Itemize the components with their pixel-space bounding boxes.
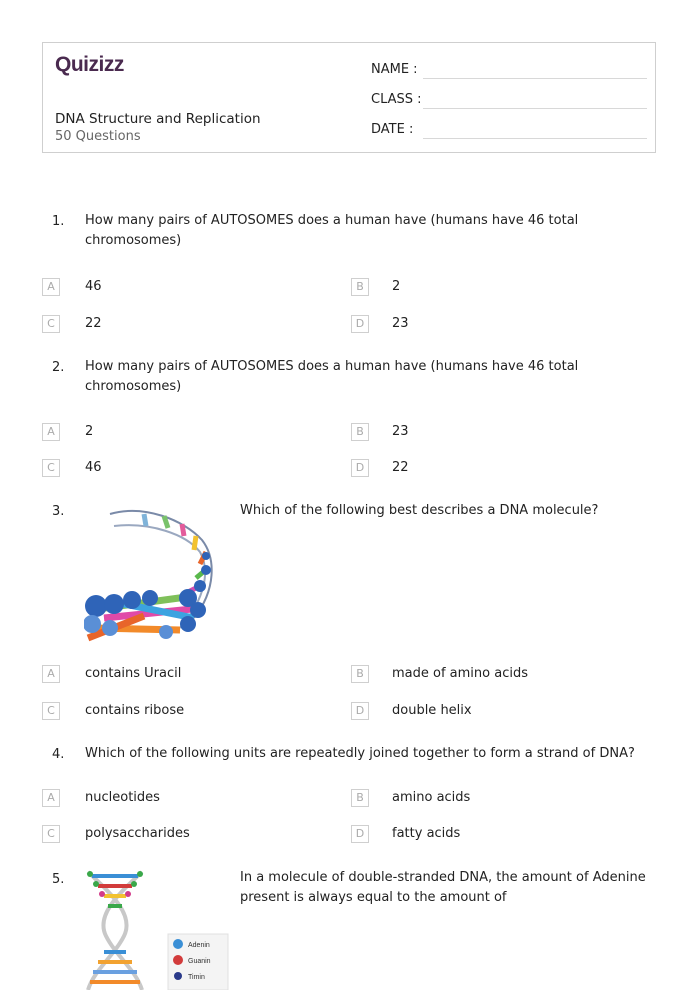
class-line[interactable] (423, 108, 647, 109)
option-letter-a[interactable]: A (42, 278, 60, 296)
adenin-swatch-icon (173, 939, 183, 949)
legend-timin: Timin (188, 974, 205, 981)
question-5-line-1: In a molecule of double-stranded DNA, the amount of Adenine (240, 870, 646, 885)
option-text[interactable]: nucleotides (85, 790, 160, 805)
option-letter-b[interactable]: B (351, 789, 369, 807)
option-text[interactable]: 23 (392, 424, 409, 439)
option-letter-d[interactable]: D (351, 459, 369, 477)
option-letter-a[interactable]: A (42, 789, 60, 807)
question-5-number: 5. (52, 872, 65, 887)
date-line[interactable] (423, 138, 647, 139)
question-5-line-2: present is always equal to the amount of (240, 890, 507, 905)
timin-swatch-icon (174, 972, 182, 980)
question-2-line-2: chromosomes) (85, 379, 182, 394)
class-label: CLASS : (371, 92, 422, 107)
question-count: 50 Questions (55, 129, 141, 144)
option-text[interactable]: 2 (85, 424, 94, 439)
option-text[interactable]: contains Uracil (85, 666, 182, 681)
question-2-number: 2. (52, 360, 65, 375)
option-letter-c[interactable]: C (42, 459, 60, 477)
option-text[interactable]: 2 (392, 279, 401, 294)
option-letter-c[interactable]: C (42, 702, 60, 720)
worksheet-header (42, 42, 656, 153)
question-4-text: Which of the following units are repeatedly joined together to form a strand of DNA? (85, 746, 635, 761)
option-letter-b[interactable]: B (351, 423, 369, 441)
option-text[interactable]: 23 (392, 316, 409, 331)
question-1-line-1: How many pairs of AUTOSOMES does a human have (humans have 46 total (85, 213, 579, 228)
legend-adenin: Adenin (188, 942, 210, 949)
legend-guanin: Guanin (188, 958, 211, 965)
dna-helix-icon (84, 500, 224, 642)
question-3-text: Which of the following best describes a DNA molecule? (240, 503, 599, 518)
dna-helix-image (84, 500, 224, 642)
option-letter-b[interactable]: B (351, 665, 369, 683)
option-text[interactable]: 22 (85, 316, 102, 331)
option-letter-d[interactable]: D (351, 315, 369, 333)
question-3-number: 3. (52, 504, 65, 519)
question-4-number: 4. (52, 747, 65, 762)
option-letter-a[interactable]: A (42, 665, 60, 683)
option-text[interactable]: 22 (392, 460, 409, 475)
option-letter-a[interactable]: A (42, 423, 60, 441)
option-text[interactable]: made of amino acids (392, 666, 528, 681)
option-letter-d[interactable]: D (351, 702, 369, 720)
option-text[interactable]: 46 (85, 279, 102, 294)
option-text[interactable]: fatty acids (392, 826, 461, 841)
question-2-text (85, 357, 578, 397)
dna-ladder-icon (84, 866, 230, 990)
option-letter-b[interactable]: B (351, 278, 369, 296)
option-text[interactable]: amino acids (392, 790, 471, 805)
option-letter-c[interactable]: C (42, 315, 60, 333)
dna-ladder-image (84, 866, 230, 990)
date-label: DATE : (371, 122, 414, 137)
option-text[interactable]: polysaccharides (85, 826, 190, 841)
question-2-line-1: How many pairs of AUTOSOMES does a human have (humans have 46 total (85, 359, 579, 374)
option-letter-c[interactable]: C (42, 825, 60, 843)
guanin-swatch-icon (173, 955, 183, 965)
question-1-text (85, 211, 578, 251)
question-1-line-2: chromosomes) (85, 233, 182, 248)
worksheet-title: DNA Structure and Replication (55, 111, 261, 127)
name-label: NAME : (371, 62, 418, 77)
question-1-number: 1. (52, 214, 65, 229)
option-text[interactable]: contains ribose (85, 703, 185, 718)
name-line[interactable] (423, 78, 647, 79)
option-text[interactable]: 46 (85, 460, 102, 475)
option-letter-d[interactable]: D (351, 825, 369, 843)
question-5-text (240, 868, 646, 908)
quizizz-logo: Quizizz (55, 53, 124, 76)
option-text[interactable]: double helix (392, 703, 472, 718)
